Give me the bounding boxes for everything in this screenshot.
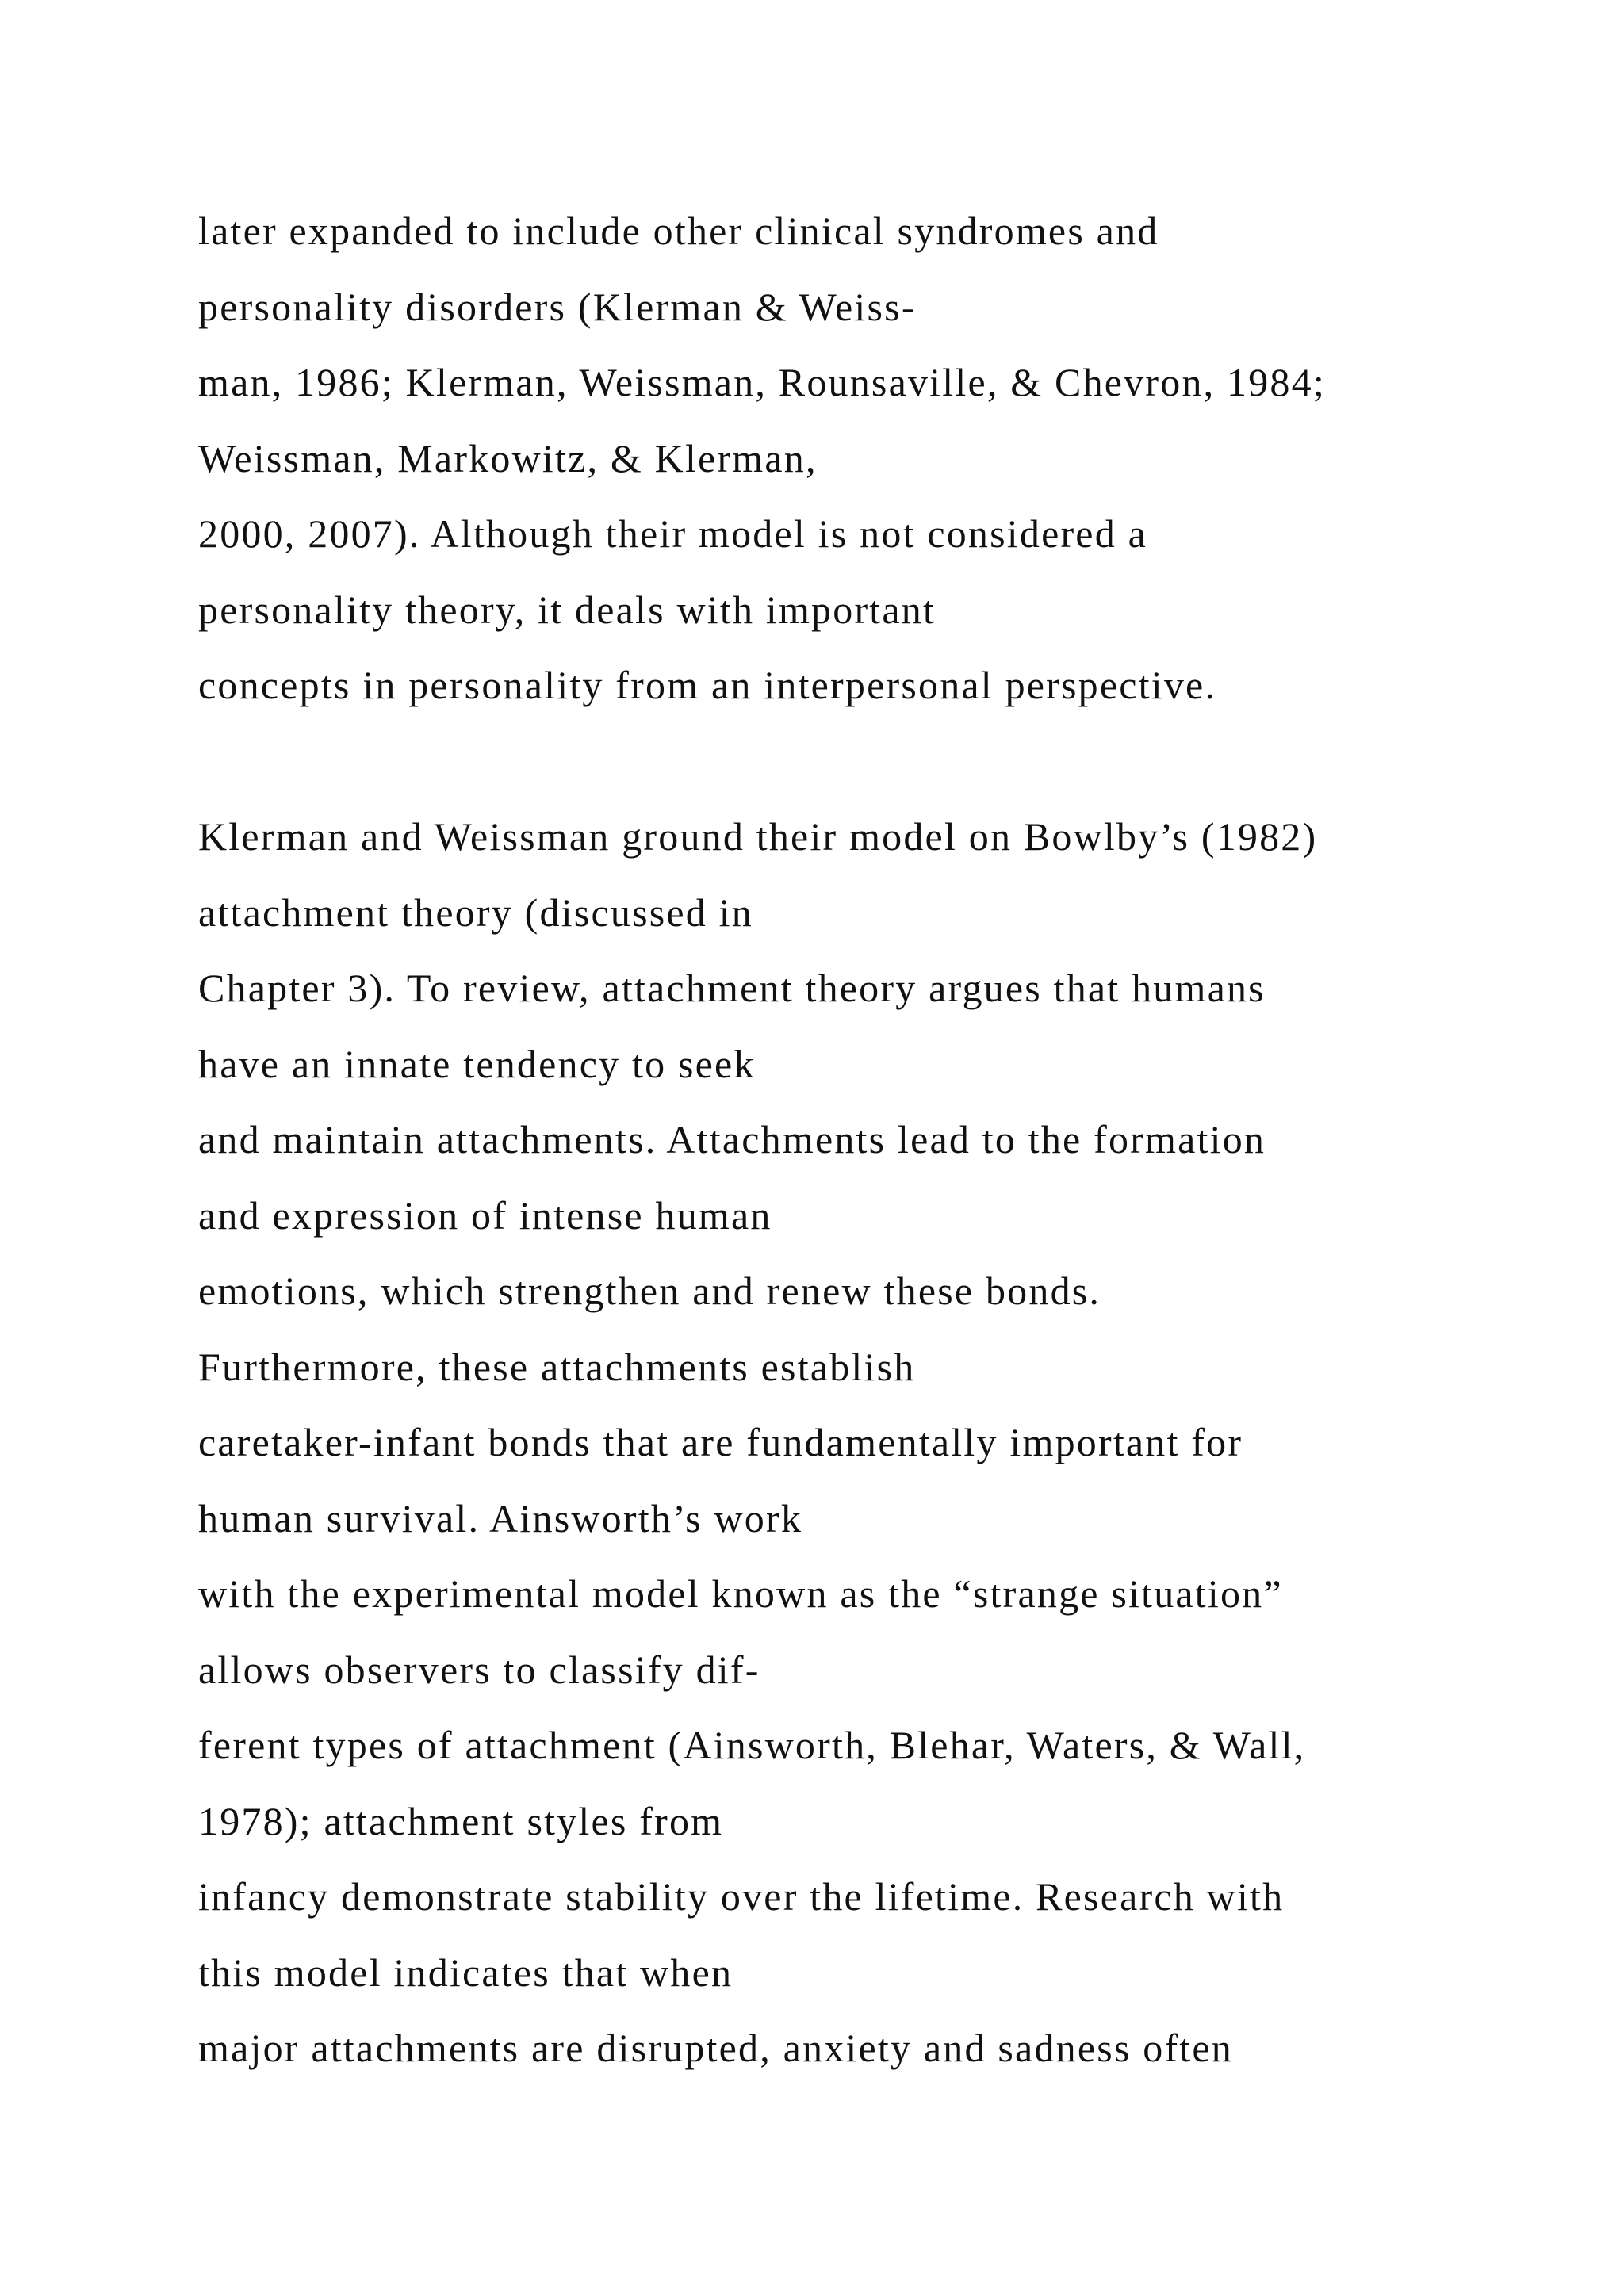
text-line: human survival. Ainsworth’s work [198, 1495, 803, 1540]
text-line: emotions, which strengthen and renew these bonds. [198, 1269, 1101, 1313]
text-line: concepts in personality from an interpersonal perspective. [198, 663, 1217, 707]
paragraph-1 [198, 193, 1546, 724]
text-line: Klerman and Weissman ground their model on Bowlby’s (1982) [198, 814, 1318, 859]
text-line: allows observers to classify dif- [198, 1647, 760, 1692]
text-line: with the experimental model known as the “strange situation” [198, 1571, 1283, 1616]
text-line: Chapter 3). To review, attachment theory argues that humans [198, 966, 1266, 1010]
text-line: and expression of intense human [198, 1192, 772, 1238]
body-text [198, 193, 1546, 2087]
text-line: caretaker-infant bonds that are fundamentally important for [198, 1420, 1243, 1464]
text-line: man, 1986; Klerman, Weissman, Rounsaville, & Chevron, 1984; [198, 360, 1326, 404]
text-line: Weissman, Markowitz, & Klerman, [198, 435, 818, 480]
text-line: this model indicates that when [198, 1950, 733, 1995]
text-line: ferent types of attachment (Ainsworth, Blehar, Waters, & Wall, [198, 1723, 1306, 1767]
text-line: Furthermore, these attachments establish [198, 1344, 916, 1389]
text-line: infancy demonstrate stability over the lifetime. Research with [198, 1874, 1285, 1919]
text-line: personality theory, it deals with important [198, 587, 936, 632]
text-line: later expanded to include other clinical syndromes and [198, 209, 1159, 253]
text-line: have an innate tendency to seek [198, 1041, 756, 1086]
text-line: major attachments are disrupted, anxiety and sadness often [198, 2026, 1233, 2070]
text-line: 1978); attachment styles from [198, 1798, 724, 1843]
text-line: attachment theory (discussed in [198, 890, 753, 935]
text-line: personality disorders (Klerman & Weiss- [198, 284, 917, 329]
text-line: 2000, 2007). Although their model is not considered a [198, 511, 1147, 556]
paragraph-2 [198, 799, 1546, 2087]
paragraph-break [198, 724, 1546, 800]
text-line: and maintain attachments. Attachments lead to the formation [198, 1117, 1266, 1161]
